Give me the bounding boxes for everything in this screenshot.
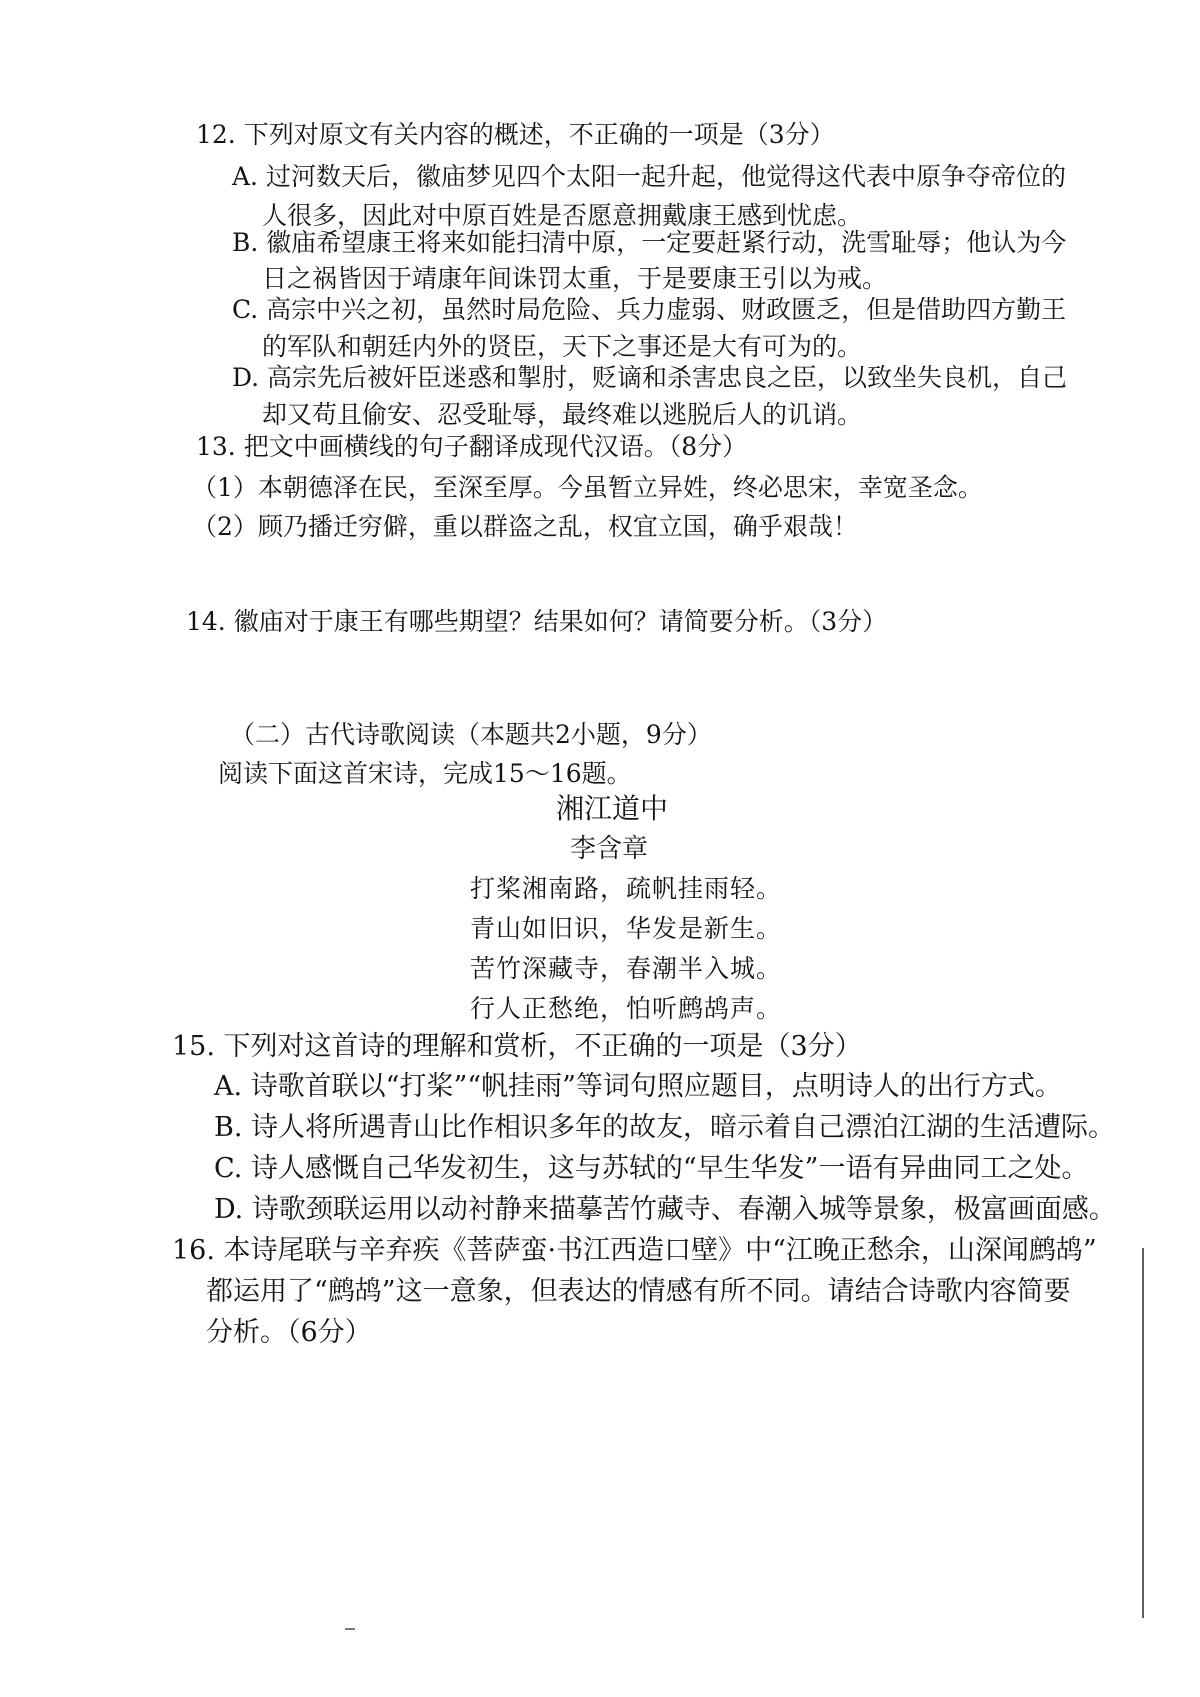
poem-line-1: 打桨湘南路，疏帆挂雨轻。 <box>470 874 783 903</box>
q13-stem: 13. 把文中画横线的句子翻译成现代汉语。（8分） <box>196 432 748 461</box>
q13-item-1: （1）本朝德泽在民，至深至厚。今虽暂立异姓，终必思宋，幸宽圣念。 <box>192 473 983 502</box>
q12-option-b-line2: 日之祸皆因于靖康年间诛罚太重，于是要康王引以为戒。 <box>262 264 888 293</box>
q15-option-c: C. 诗人感慨自己华发初生，这与苏轼的“早生华发”一语有异曲同工之处。 <box>214 1153 1089 1184</box>
q12-option-c-line1: C. 高宗中兴之初，虽然时局危险、兵力虚弱、财政匮乏，但是借助四方勤王 <box>232 295 1067 324</box>
q16-line-2: 都运用了“鹧鸪”这一意象，但表达的情感有所不同。请结合诗歌内容简要 <box>206 1276 1071 1307</box>
q15-stem: 15. 下列对这首诗的理解和赏析，不正确的一项是（3分） <box>172 1031 862 1062</box>
q15-option-b: B. 诗人将所遇青山比作相识多年的故友，暗示着自己漂泊江湖的生活遭际。 <box>214 1112 1116 1143</box>
q16-line-1: 16. 本诗尾联与辛弃疾《菩萨蛮·书江西造口壁》中“江晚正愁余，山深闻鹧鸪” <box>172 1235 1097 1266</box>
poem-title: 湘江道中 <box>556 792 669 825</box>
poem-line-2: 青山如旧识，华发是新生。 <box>470 914 783 943</box>
q12-option-a-line2: 人很多，因此对中原百姓是否愿意拥戴康王感到忧虑。 <box>262 201 863 230</box>
poem-author: 李含章 <box>570 834 649 864</box>
q12-option-c-line2: 的军队和朝廷内外的贤臣，天下之事还是大有可为的。 <box>262 332 863 361</box>
q12-stem: 12. 下列对原文有关内容的概述，不正确的一项是（3分） <box>196 120 835 149</box>
q15-option-d: D. 诗歌颈联运用以动衬静来描摹苦竹藏寺、春潮入城等景象，极富画面感。 <box>214 1194 1116 1225</box>
poem-line-3: 苦竹深藏寺，春潮半入城。 <box>470 954 783 983</box>
scan-speck <box>345 1628 355 1630</box>
q14-stem: 14. 徽庙对于康王有哪些期望？结果如何？请简要分析。（3分） <box>186 607 888 636</box>
scan-margin-line <box>1142 1248 1144 1618</box>
q12-option-b-line1: B. 徽庙希望康王将来如能扫清中原，一定要赶紧行动，洗雪耻辱；他认为今 <box>232 228 1067 257</box>
q16-line-3: 分析。（6分） <box>206 1317 372 1348</box>
poem-line-4: 行人正愁绝，怕听鹧鸪声。 <box>470 994 783 1023</box>
q12-option-d-line1: D. 高宗先后被奸臣迷惑和掣肘，贬谪和杀害忠良之臣，以致坐失良机，自己 <box>232 363 1068 392</box>
q12-option-a-line1: A. 过河数天后，徽庙梦见四个太阳一起升起，他觉得这代表中原争夺帝位的 <box>232 162 1066 191</box>
q15-option-a: A. 诗歌首联以“打桨”“帆挂雨”等词句照应题目，点明诗人的出行方式。 <box>214 1071 1062 1102</box>
section2-heading: （二）古代诗歌阅读（本题共2小题，9分） <box>230 720 712 749</box>
section2-instruction: 阅读下面这首宋诗，完成15～16题。 <box>218 759 632 788</box>
q13-item-2: （2）顾乃播迁穷僻，重以群盗之乱，权宜立国，确乎艰哉！ <box>192 512 858 541</box>
q12-option-d-line2: 却又苟且偷安、忍受耻辱，最终难以逃脱后人的讥诮。 <box>262 400 863 429</box>
